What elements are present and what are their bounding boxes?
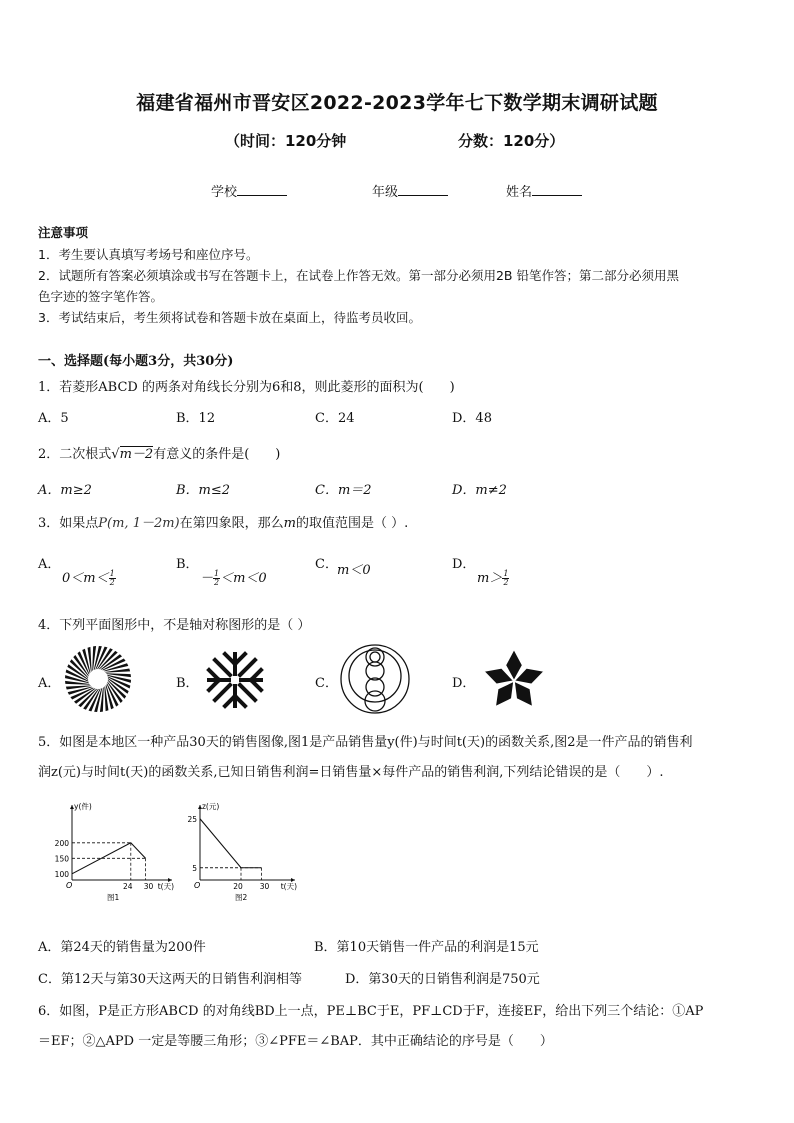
- fraction-half: [109, 570, 116, 587]
- y-tick-label: 25: [187, 814, 197, 824]
- q5-option-c[interactable]: C．第12天与第30天这两天的日销售利润相等: [38, 972, 303, 987]
- q3-point: P(m, 1－2m): [98, 516, 180, 531]
- q3-option-a[interactable]: [62, 567, 116, 587]
- section-title: 一、选择题(每小题3分，共30分): [38, 354, 234, 369]
- q4-label-b[interactable]: B．: [176, 676, 199, 691]
- q4-label-c[interactable]: C．: [315, 676, 338, 691]
- q1-option-a[interactable]: A．5: [38, 411, 69, 426]
- q3-option-b[interactable]: [200, 567, 267, 587]
- sqrt-expression: √m－2: [111, 447, 154, 462]
- q2-radicand: m－2: [119, 447, 154, 462]
- figure-c-circles[interactable]: [339, 643, 411, 715]
- notice-heading: 注意事项: [38, 225, 89, 240]
- q3-option-d-text: m＞: [477, 571, 503, 586]
- y-axis-label: z(元): [202, 802, 220, 811]
- name-field: [506, 181, 582, 200]
- star-petals: [484, 649, 545, 707]
- x-tick-label: 24: [123, 882, 133, 891]
- y-tick-label: 200: [54, 838, 69, 848]
- frac-den: 2: [214, 578, 220, 587]
- q3-option-b-post: ＜m＜0: [220, 571, 267, 586]
- exam-score: 分数：120分）: [458, 132, 565, 150]
- frac-den: 2: [503, 578, 509, 587]
- x-tick-label: 30: [259, 882, 270, 891]
- q3-option-d[interactable]: [477, 567, 509, 587]
- page-title: 福建省福州市晋安区2022-2023学年七下数学期末调研试题: [136, 92, 658, 114]
- q1-stem: 1．若菱形ABCD 的两条对角线长分别为6和8，则此菱形的面积为( ): [38, 380, 455, 395]
- q6-line2: ＝EF；②△APD 一定是等腰三角形；③∠PFE＝∠BAP．其中正确结论的序号是（ ）: [38, 1034, 553, 1049]
- fraction-half: [502, 570, 509, 587]
- q2-option-d[interactable]: D．m≠2: [452, 483, 507, 498]
- q3-option-c[interactable]: m＜0: [337, 563, 371, 578]
- arrow-strokes: [209, 654, 261, 706]
- notice-item-2: 2．试题所有答案必须填涂或书写在答题卡上，在试卷上作答无效。第一部分必须用2B 铅笔作答；第二部分必须用黑: [38, 268, 679, 283]
- q3-stem-a: 3．如果点: [38, 516, 99, 531]
- notice-item-2-cont: 色字迹的签字笔作答。: [38, 289, 164, 304]
- name-label: 姓名: [506, 185, 533, 200]
- star-petal: [514, 681, 533, 707]
- series-line: [200, 819, 262, 868]
- grade-field: [372, 181, 448, 200]
- exam-time: （时间：120分钟: [225, 132, 347, 150]
- y-axis-label: y(件): [74, 802, 92, 811]
- q5-option-d[interactable]: D．第30天的日销售利润是750元: [345, 972, 540, 987]
- q2-option-a[interactable]: A．m≥2: [38, 483, 92, 498]
- q5-stem-line1: 5．如图是本地区一种产品30天的销售图像,图1是产品销售量y(件)与时间t(天)的函数关系,图2是一件产品的销售利: [38, 735, 693, 750]
- name-blank[interactable]: [532, 183, 582, 196]
- fig2-group: [187, 802, 297, 902]
- q6-line1: 6．如图，P是正方形ABCD 的对角线BD上一点，PE⊥BC于E，PF⊥CD于F，连接EF，给出下列三个结论：①AP: [38, 1004, 704, 1019]
- q3-stem-c: 的取值范围是（ ）.: [295, 516, 409, 531]
- figure-b-arrows[interactable]: [203, 648, 267, 712]
- q2-option-c[interactable]: C．m＝2: [315, 483, 372, 498]
- q2-stem: [38, 443, 280, 462]
- q3-label-b[interactable]: B．: [176, 557, 199, 572]
- q1-option-c[interactable]: C．24: [315, 411, 355, 426]
- q3-stem: [38, 512, 408, 531]
- notice-item-3: 3．考试结束后，考生须将试卷和答题卡放在桌面上，待监考员收回。: [38, 310, 421, 325]
- q3-label-d[interactable]: D．: [452, 557, 476, 572]
- figure-caption: 图1: [107, 893, 120, 902]
- q2-option-b[interactable]: B．m≤2: [176, 483, 231, 498]
- fig1-group: [55, 801, 174, 902]
- circle-strokes: [341, 645, 409, 713]
- school-field: [211, 181, 287, 200]
- spiral-center: [88, 669, 108, 689]
- star-petal: [495, 681, 514, 707]
- school-blank[interactable]: [237, 183, 287, 196]
- q1-option-b[interactable]: B．12: [176, 411, 216, 426]
- q5-option-b[interactable]: B．第10天销售一件产品的利润是15元: [314, 940, 539, 955]
- q3-stem-b: 在第四象限，那么: [179, 516, 284, 531]
- q3-var: m: [283, 516, 296, 531]
- y-tick-label: 100: [54, 869, 69, 879]
- q4-stem: 4．下列平面图形中，不是轴对称图形的是（ ）: [38, 618, 311, 633]
- q1-option-d[interactable]: D．48: [452, 411, 492, 426]
- figure-2-chart: [180, 800, 300, 905]
- frac-den: 2: [109, 578, 115, 587]
- figure-caption: 图2: [235, 893, 248, 902]
- frac-num: 1: [109, 569, 115, 578]
- q4-label-d[interactable]: D．: [452, 676, 476, 691]
- x-axis-label: t(天): [157, 882, 174, 891]
- grade-label: 年级: [372, 185, 399, 200]
- figure-a-spiral[interactable]: [63, 644, 133, 714]
- x-tick-label: 30: [143, 882, 154, 891]
- grade-blank[interactable]: [398, 183, 448, 196]
- q4-label-a[interactable]: A．: [38, 676, 61, 691]
- y-tick-label: 150: [54, 854, 69, 864]
- figure-1-chart: [50, 800, 180, 905]
- origin-label: O: [66, 881, 73, 890]
- q3-label-a[interactable]: A．: [38, 557, 61, 572]
- frac-num: 1: [214, 569, 220, 578]
- q2-stem-a: 2．二次根式: [38, 447, 112, 462]
- q2-stem-b: 有意义的条件是( ): [153, 447, 281, 462]
- q3-option-b-pre: －: [200, 571, 214, 586]
- y-tick-label: 5: [192, 863, 197, 873]
- q3-option-a-text: 0＜m＜: [62, 571, 109, 586]
- x-axis-label: t(天): [280, 882, 297, 891]
- origin-label: O: [194, 881, 201, 890]
- notice-item-1: 1．考生要认真填写考场号和座位序号。: [38, 247, 259, 262]
- q3-label-c[interactable]: C．: [315, 557, 338, 572]
- q5-stem-line2: 润z(元)与时间t(天)的函数关系,已知日销售利润=日销售量×每件产品的销售利润,下列结论错误的是（ ）.: [38, 765, 664, 780]
- q5-option-a[interactable]: A．第24天的销售量为200件: [38, 940, 206, 955]
- x-tick-label: 20: [233, 882, 243, 891]
- figure-d-star[interactable]: [478, 645, 550, 713]
- frac-num: 1: [503, 569, 509, 578]
- school-label: 学校: [211, 185, 238, 200]
